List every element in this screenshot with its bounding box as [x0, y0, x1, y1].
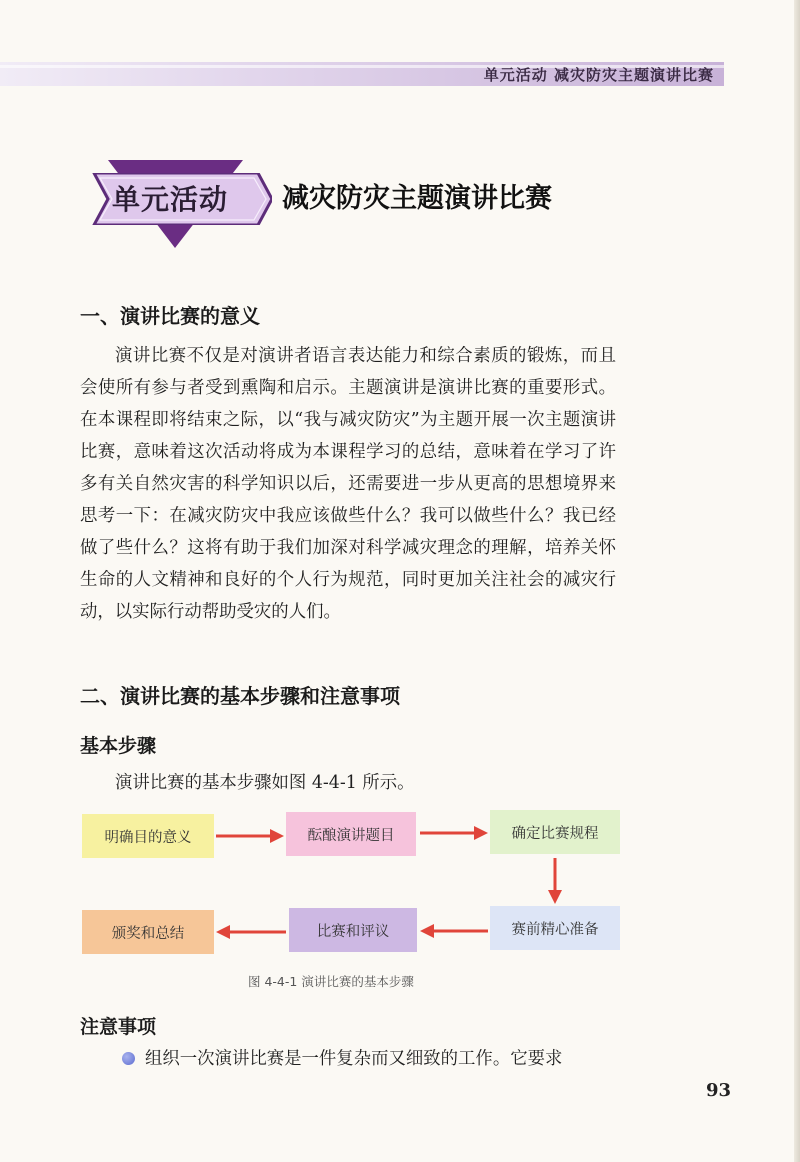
running-header-title: 单元活动 减灾防灾主题演讲比赛 — [483, 66, 714, 84]
arrow-down — [545, 856, 565, 906]
arrow-left-1 — [418, 921, 490, 941]
page-edge — [794, 0, 800, 1162]
subheading-notes: 注意事项 — [80, 1016, 157, 1038]
arrow-right-1 — [214, 826, 286, 846]
page-title: 减灾防灾主题演讲比赛 — [282, 183, 552, 214]
flow-step-5: 比赛和评议 — [289, 908, 417, 952]
notes-bullet-text: 组织一次演讲比赛是一件复杂而又细致的工作。它要求 — [145, 1049, 563, 1069]
section-heading-steps: 二、演讲比赛的基本步骤和注意事项 — [80, 684, 400, 708]
figure-caption: 图 4-4-1 演讲比赛的基本步骤 — [248, 974, 414, 989]
unit-activity-badge: 单元活动 — [112, 183, 229, 216]
flow-step-1: 明确目的意义 — [82, 814, 214, 858]
bullet-dot-icon — [122, 1052, 135, 1065]
arrow-right-2 — [418, 823, 490, 843]
subheading-basic-steps: 基本步骤 — [80, 735, 157, 757]
flow-step-4: 赛前精心准备 — [490, 906, 620, 950]
arrow-left-2 — [214, 922, 288, 942]
significance-paragraph: 演讲比赛不仅是对演讲者语言表达能力和综合素质的锻炼，而且会使所有参与者受到熏陶和启示。主题演讲是演讲比赛的重要形式。在本课程即将结束之际，以“我与减灾防灾”为主题开展一次主题演讲比赛，意味着这次活动将成为本课程学习的总结，意味着在学习了许多有关自然灾害的科学知识以后，还需要进一步从更高的思想境界来思考一下：在减灾防灾中我应该做些什么？我可以做些什么？我已经做了些什么？这将有助于我们加深对科学减灾理念的理解，培养关怀生命的人文精神和良好的个人行为规范，同时更加关注社会的减灾行动，以实际行动帮助受灾的人们。 — [80, 346, 616, 622]
running-header — [0, 62, 724, 86]
flow-step-2: 酝酿演讲题目 — [286, 812, 416, 856]
section-heading-significance: 一、演讲比赛的意义 — [80, 304, 260, 328]
figure-intro-text: 演讲比赛的基本步骤如图 4-4-1 所示。 — [115, 773, 415, 793]
page-number: 93 — [706, 1080, 732, 1101]
flow-step-3: 确定比赛规程 — [490, 810, 620, 854]
flow-step-6: 颁奖和总结 — [82, 910, 214, 954]
